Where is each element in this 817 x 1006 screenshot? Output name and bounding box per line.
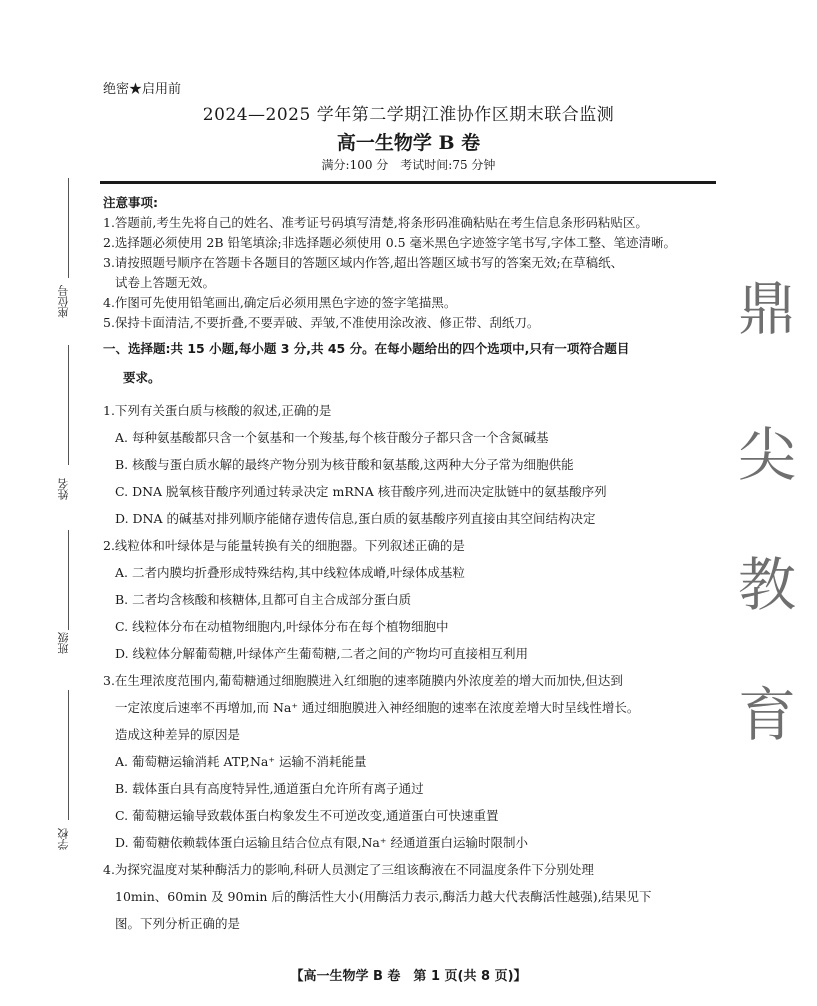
side-line-class-school [68, 690, 69, 820]
notice-item: 2.选择题必须使用 2B 铅笔填涂;非选择题必须使用 0.5 毫米黑色字迹签字笔书写,字体工整、笔迹清晰。 [103, 235, 677, 250]
q4-stem-cont: 图。下列分析正确的是 [115, 916, 241, 931]
side-line-name-class [68, 530, 69, 630]
q2-option-c: C. 线粒体分布在动植物细胞内,叶绿体分布在每个植物细胞中 [115, 619, 449, 634]
q1-option-a: A. 每种氨基酸都只含一个氨基和一个羧基,每个核苷酸分子都只含一个含氮碱基 [115, 430, 549, 445]
notice-item: 试卷上答题无效。 [115, 275, 216, 290]
q1-option-c: C. DNA 脱氧核苷酸序列通过转录决定 mRNA 核苷酸序列,进而决定肽链中的氨基酸序列 [115, 484, 607, 499]
notice-title: 注意事项: [103, 195, 158, 210]
exam-meta: 满分:100 分 考试时间:75 分钟 [321, 158, 496, 172]
q2-option-a: A. 二者内膜均折叠形成特殊结构,其中线粒体成嵴,叶绿体成基粒 [115, 565, 465, 580]
header-divider [100, 181, 716, 184]
notice-item: 4.作图可先使用铅笔画出,确定后必须用黑色字迹的签字笔描黑。 [103, 295, 457, 310]
q3-option-c: C. 葡萄糖运输导致载体蛋白构象发生不可逆改变,通道蛋白可快速重置 [115, 808, 499, 823]
q3-stem-cont: 造成这种差异的原因是 [115, 727, 241, 742]
q1-stem: 1.下列有关蛋白质与核酸的叙述,正确的是 [103, 403, 332, 418]
q1-option-b: B. 核酸与蛋白质水解的最终产物分别为核苷酸和氨基酸,这两种大分子常为细胞供能 [115, 457, 574, 472]
q4-stem-cont: 10min、60min 及 90min 后的酶活性大小(用酶活力表示,酶活力越大代表酶活性越强),结果见下 [115, 889, 652, 904]
section1-heading: 一、选择题:共 15 小题,每小题 3 分,共 45 分。在每小题给出的四个选项中,只有一项符合题目 [103, 341, 630, 356]
notice-item: 5.保持卡面清洁,不要折叠,不要弄破、弄皱,不准使用涂改液、修正带、刮纸刀。 [103, 315, 540, 330]
q3-option-b: B. 载体蛋白具有高度特异性,通道蛋白允许所有离子通过 [115, 781, 424, 796]
side-field-seat: 座位号 [57, 285, 70, 318]
q3-stem: 3.在生理浓度范围内,葡萄糖通过细胞膜进入红细胞的速率随膜内外浓度差的增大而加快,但达到 [103, 673, 623, 688]
side-field-school: 学校 [57, 828, 70, 850]
q2-stem: 2.线粒体和叶绿体是与能量转换有关的细胞器。下列叙述正确的是 [103, 538, 465, 553]
watermark-char-3: 教 [738, 551, 797, 619]
page-content [103, 193, 715, 937]
q3-option-a: A. 葡萄糖运输消耗 ATP,Na⁺ 运输不消耗能量 [115, 754, 367, 769]
q1-option-d: D. DNA 的碱基对排列顺序能储存遗传信息,蛋白质的氨基酸序列直接由其空间结构决定 [115, 511, 596, 526]
side-line-seat-name [68, 345, 69, 465]
confidential-mark: 绝密★启用前 [103, 82, 182, 97]
subject-title: 高一生物学 B 卷 [336, 132, 481, 154]
notice-item: 1.答题前,考生先将自己的姓名、准考证号码填写清楚,将条形码准确粘贴在考生信息条形码粘贴区。 [103, 215, 648, 230]
watermark-char-2: 尖 [738, 421, 797, 489]
side-line-top [68, 178, 69, 278]
q2-option-d: D. 线粒体分解葡萄糖,叶绿体产生葡萄糖,二者之间的产物均可直接相互利用 [115, 646, 528, 661]
section1-heading-cont: 要求。 [123, 370, 161, 385]
q4-stem: 4.为探究温度对某种酶活力的影响,科研人员测定了三组该酶液在不同温度条件下分别处理 [103, 862, 594, 877]
watermark-char-1: 鼎 [738, 275, 797, 343]
notice-item: 3.请按照题号顺序在答题卡各题目的答题区域内作答,超出答题区域书写的答案无效;在草稿纸、 [103, 255, 624, 270]
page-footer: 【高一生物学 B 卷 第 1 页(共 8 页)】 [290, 969, 527, 984]
q2-option-b: B. 二者均含核酸和核糖体,且都可自主合成部分蛋白质 [115, 592, 412, 607]
side-field-name: 姓名 [57, 478, 70, 500]
watermark-char-4: 育 [738, 681, 797, 749]
q3-stem-cont: 一定浓度后速率不再增加,而 Na⁺ 通过细胞膜进入神经细胞的速率在浓度差增大时呈线性增长。 [115, 700, 640, 715]
exam-title: 2024—2025 学年第二学期江淮协作区期末联合监测 [202, 105, 615, 125]
q3-option-d: D. 葡萄糖依赖载体蛋白运输且结合位点有限,Na⁺ 经通道蛋白运输时限制小 [115, 835, 528, 850]
side-field-class: 班级 [57, 632, 70, 654]
